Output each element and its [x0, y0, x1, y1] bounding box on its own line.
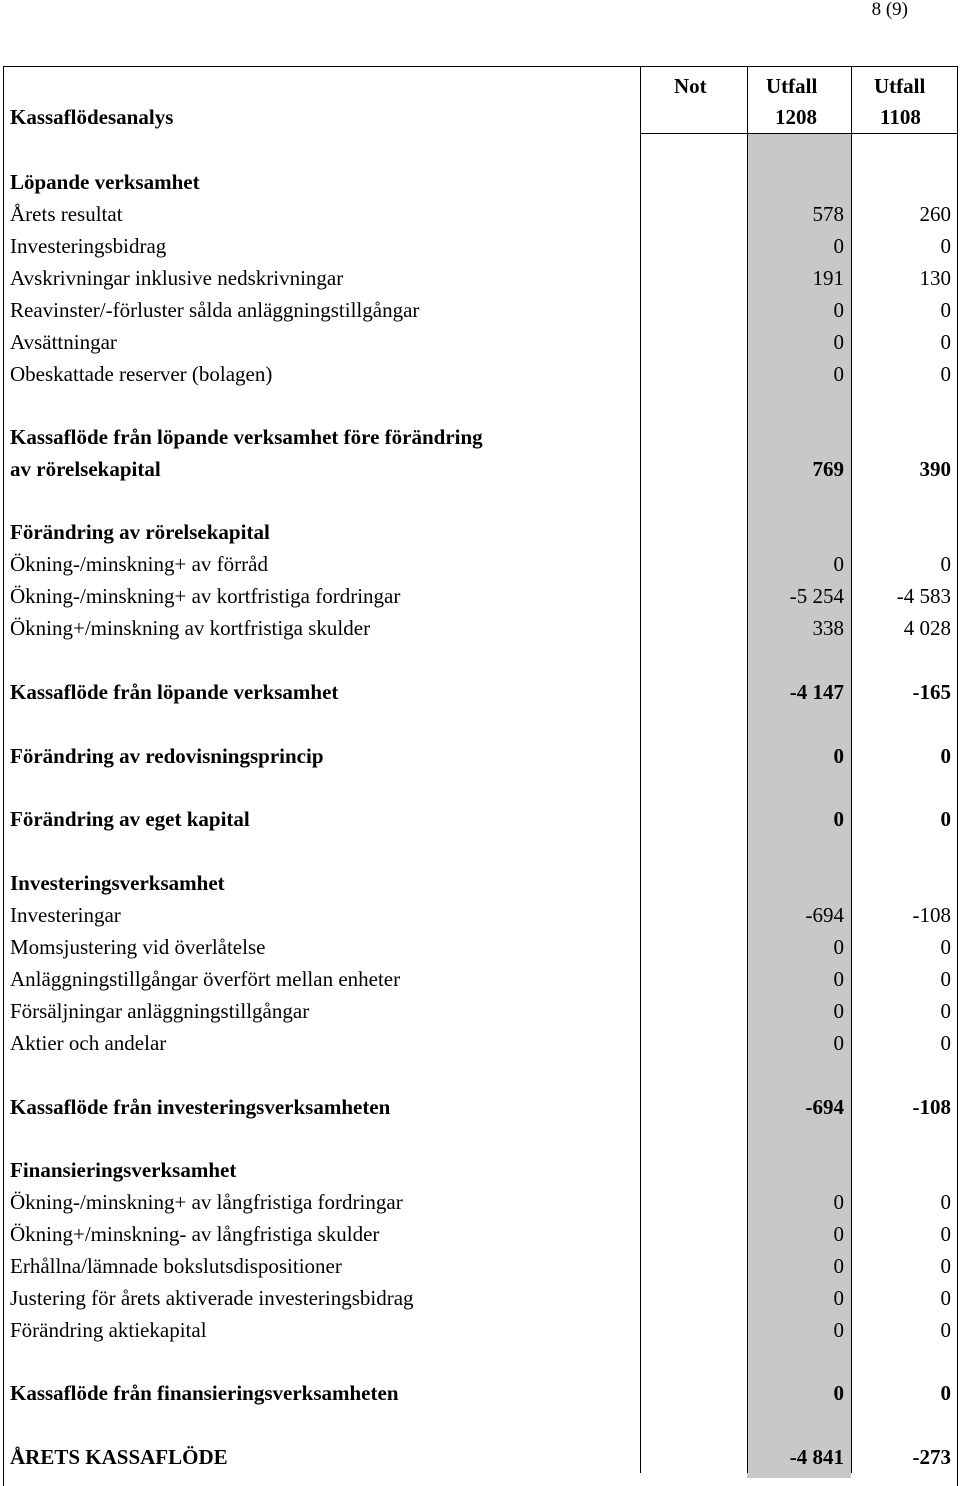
row-label: av rörelsekapital	[10, 457, 161, 481]
row-label: Finansieringsverksamhet	[10, 1158, 237, 1182]
value-utfall-1108: 0	[940, 1254, 951, 1278]
value-utfall-1108: 0	[940, 552, 951, 576]
value-utfall-1208: -694	[805, 1095, 844, 1119]
table-row	[0, 199, 960, 229]
row-label: Ökning-/minskning+ av förråd	[10, 552, 268, 576]
value-utfall-1208: -694	[805, 903, 844, 927]
row-label: Erhållna/lämnade bokslutsdispositioner	[10, 1254, 342, 1278]
table-row	[0, 231, 960, 261]
value-utfall-1208: 0	[833, 234, 844, 258]
table-row	[0, 454, 960, 484]
table-title: Kassaflödesanalys	[10, 105, 174, 129]
table-row	[0, 422, 960, 452]
value-utfall-1208: 0	[833, 330, 844, 354]
value-utfall-1108: 0	[940, 967, 951, 991]
value-utfall-1208: 0	[833, 1318, 844, 1342]
row-label: Justering för årets aktiverade investeringsbidrag	[10, 1286, 414, 1310]
row-label: Obeskattade reserver (bolagen)	[10, 362, 273, 386]
table-row	[0, 613, 960, 643]
row-label: Kassaflöde från investeringsverksamheten	[10, 1095, 391, 1119]
table-row	[0, 1028, 960, 1058]
table-row	[0, 1315, 960, 1345]
value-utfall-1108: 0	[940, 935, 951, 959]
row-label: Förändring av rörelsekapital	[10, 520, 270, 544]
table-row	[0, 1442, 960, 1472]
row-label: Kassaflöde från löpande verksamhet före förändring	[10, 425, 483, 449]
table-row	[0, 1092, 960, 1122]
table-row	[0, 549, 960, 579]
value-utfall-1108: 0	[940, 1286, 951, 1310]
row-label: Kassaflöde från löpande verksamhet	[10, 680, 339, 704]
table-row	[0, 359, 960, 389]
value-utfall-1208: 0	[833, 298, 844, 322]
row-label: Ökning+/minskning av kortfristiga skulder	[10, 616, 371, 640]
row-label: Aktier och andelar	[10, 1031, 167, 1055]
table-row	[0, 932, 960, 962]
value-utfall-1108: 0	[940, 1190, 951, 1214]
table-row	[0, 263, 960, 293]
table-row	[0, 517, 960, 547]
row-label: Momsjustering vid överlåtelse	[10, 935, 266, 959]
row-label: Ökning-/minskning+ av kortfristiga fordringar	[10, 584, 401, 608]
column-header-utfall-1108-top: Utfall	[874, 74, 926, 98]
table-row	[0, 900, 960, 930]
value-utfall-1208: 0	[833, 935, 844, 959]
row-label: Ökning+/minskning- av långfristiga skulder	[10, 1222, 380, 1246]
value-utfall-1208: 0	[833, 1190, 844, 1214]
value-utfall-1208: -5 254	[789, 584, 844, 608]
value-utfall-1208: 0	[833, 807, 844, 831]
value-utfall-1108: 0	[940, 330, 951, 354]
value-utfall-1108: 260	[919, 202, 951, 226]
row-label: Anläggningstillgångar överfört mellan enheter	[10, 967, 401, 991]
table-row	[0, 741, 960, 771]
row-label: Årets resultat	[10, 202, 123, 226]
value-utfall-1208: 0	[833, 362, 844, 386]
value-utfall-1208: 0	[833, 1381, 844, 1405]
row-label: Förändring av eget kapital	[10, 807, 250, 831]
column-header-not: Not	[674, 74, 707, 98]
row-label: Avskrivningar inklusive nedskrivningar	[10, 266, 344, 290]
value-utfall-1208: 578	[812, 202, 844, 226]
table-row	[0, 804, 960, 834]
row-label: Kassaflöde från finansieringsverksamheten	[10, 1381, 399, 1405]
value-utfall-1208: 191	[812, 266, 844, 290]
row-label: Försäljningar anläggningstillgångar	[10, 999, 310, 1023]
row-label: Löpande verksamhet	[10, 170, 200, 194]
table-row	[0, 964, 960, 994]
table-row	[0, 1378, 960, 1408]
value-utfall-1208: 769	[812, 457, 844, 481]
value-utfall-1108: -4 583	[896, 584, 951, 608]
value-utfall-1108: 0	[940, 1031, 951, 1055]
table-row	[0, 1155, 960, 1185]
row-label: Investeringar	[10, 903, 121, 927]
value-utfall-1108: -165	[912, 680, 951, 704]
value-utfall-1108: 390	[919, 457, 951, 481]
value-utfall-1108: 0	[940, 1381, 951, 1405]
value-utfall-1208: -4 841	[789, 1445, 844, 1469]
table-row	[0, 295, 960, 325]
value-utfall-1208: 0	[833, 1222, 844, 1246]
value-utfall-1208: 338	[812, 616, 844, 640]
value-utfall-1108: 0	[940, 362, 951, 386]
row-label: Förändring av redovisningsprincip	[10, 744, 324, 768]
table-row	[0, 677, 960, 707]
value-utfall-1208: 0	[833, 1254, 844, 1278]
value-utfall-1208: 0	[833, 999, 844, 1023]
value-utfall-1108: 0	[940, 999, 951, 1023]
row-label: Avsättningar	[10, 330, 117, 354]
value-utfall-1208: -4 147	[789, 680, 844, 704]
value-utfall-1108: -108	[912, 1095, 951, 1119]
value-utfall-1108: 0	[940, 234, 951, 258]
header-divider	[640, 133, 957, 134]
value-utfall-1108: -273	[912, 1445, 951, 1469]
value-utfall-1108: 0	[940, 807, 951, 831]
row-label: Förändring aktiekapital	[10, 1318, 207, 1342]
value-utfall-1208: 0	[833, 552, 844, 576]
table-row	[0, 581, 960, 611]
table-row	[0, 327, 960, 357]
value-utfall-1208: 0	[833, 1031, 844, 1055]
table-row	[0, 868, 960, 898]
value-utfall-1108: 130	[919, 266, 951, 290]
column-header-utfall-1208-top: Utfall	[766, 74, 818, 98]
table-row	[0, 996, 960, 1026]
value-utfall-1208: 0	[833, 1286, 844, 1310]
value-utfall-1108: 0	[940, 744, 951, 768]
table-row	[0, 1251, 960, 1281]
table-row	[0, 1283, 960, 1313]
value-utfall-1108: 0	[940, 1222, 951, 1246]
row-label: Ökning-/minskning+ av långfristiga fordringar	[10, 1190, 403, 1214]
value-utfall-1208: 0	[833, 744, 844, 768]
row-label: Reavinster/-förluster sålda anläggningstillgångar	[10, 298, 420, 322]
row-label: ÅRETS KASSAFLÖDE	[10, 1445, 228, 1469]
column-header-utfall-1108-year: 1108	[880, 105, 921, 129]
table-row	[0, 1187, 960, 1217]
row-label: Investeringsbidrag	[10, 234, 167, 258]
table-row	[0, 167, 960, 197]
value-utfall-1208: 0	[833, 967, 844, 991]
value-utfall-1108: 0	[940, 1318, 951, 1342]
column-header-utfall-1208-year: 1208	[775, 105, 817, 129]
value-utfall-1108: 4 028	[903, 616, 951, 640]
page-number: 8 (9)	[871, 0, 908, 20]
row-label: Investeringsverksamhet	[10, 871, 225, 895]
table-row	[0, 1219, 960, 1249]
value-utfall-1108: -108	[912, 903, 951, 927]
value-utfall-1108: 0	[940, 298, 951, 322]
